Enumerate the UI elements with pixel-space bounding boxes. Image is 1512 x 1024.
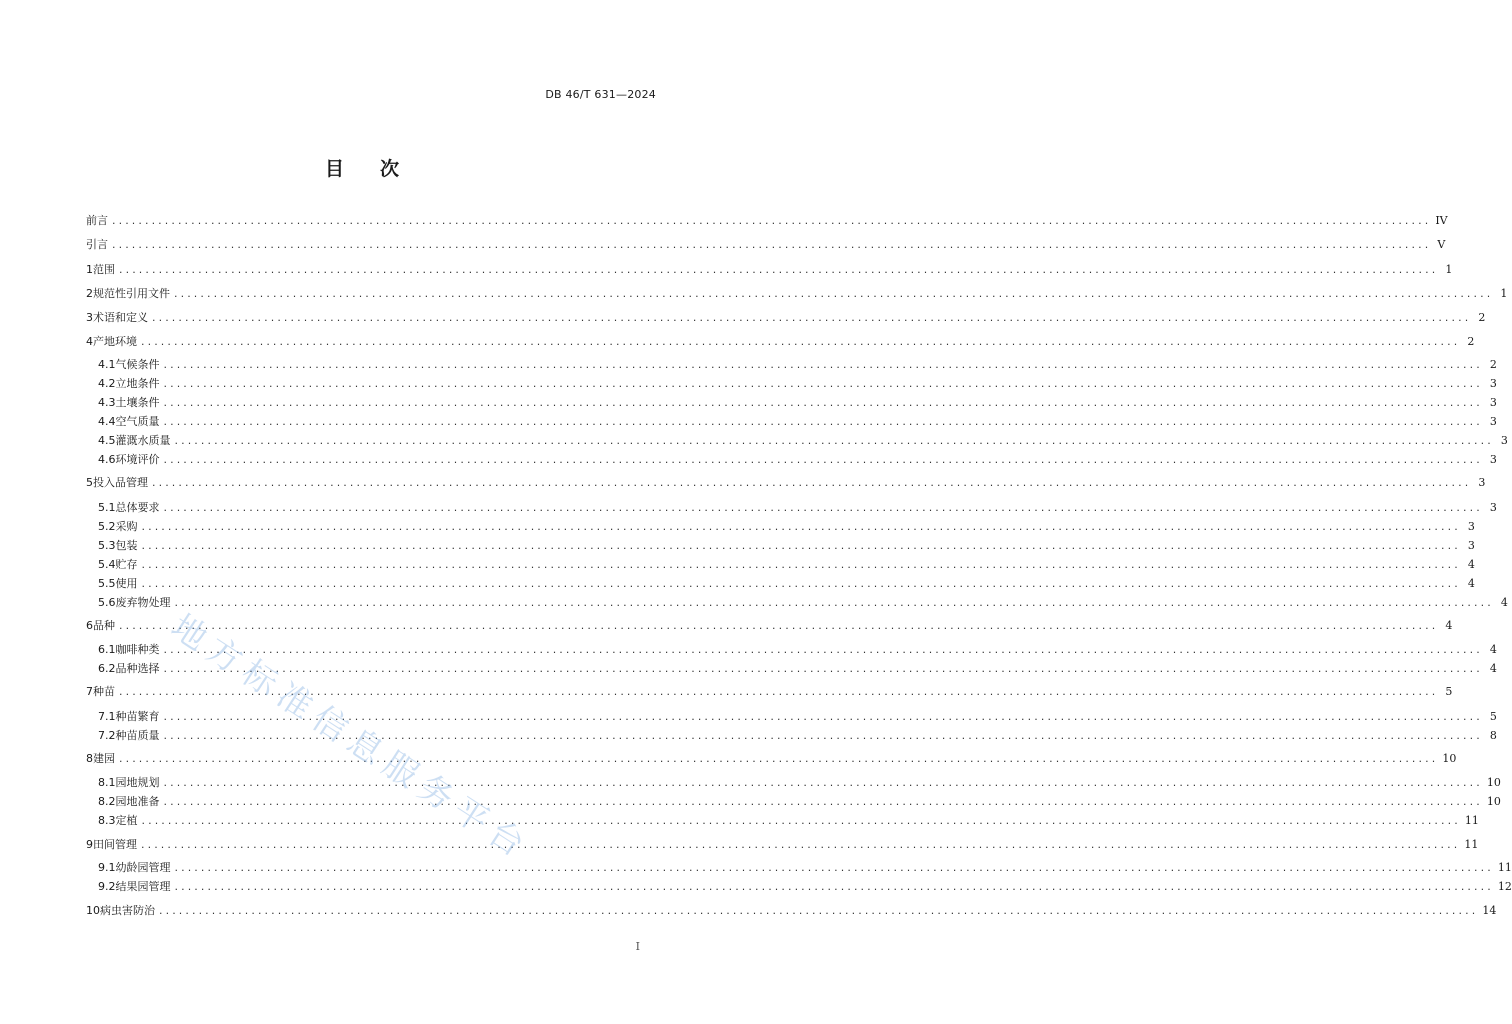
- toc-entry[interactable]: [98, 776, 1501, 790]
- toc-entry-page: 5: [1445, 685, 1453, 698]
- toc-entry[interactable]: [86, 904, 1497, 918]
- toc-leader-dots: ........................................................................................................................................................................................................: [141, 814, 1461, 827]
- toc-leader-dots: ........................................................................................................................................................................................................: [152, 476, 1472, 489]
- toc-entry[interactable]: [86, 619, 1453, 633]
- toc-entry-page: 4: [1489, 662, 1497, 675]
- toc-entry-page: 5: [1489, 710, 1497, 723]
- toc-leader-dots: ........................................................................................................................................................................................................: [174, 287, 1494, 300]
- toc-entry-page: 11: [1464, 814, 1479, 827]
- toc-entry-title: 空气质量: [115, 415, 160, 428]
- toc-entry-number: 6.1: [98, 643, 116, 656]
- toc-entry-number: 1: [86, 263, 93, 276]
- toc-leader-dots: ........................................................................................................................................................................................................: [163, 396, 1483, 409]
- toc-entry-title: 投入品管理: [93, 476, 148, 489]
- toc-entry-title: 田间管理: [93, 838, 137, 851]
- toc-leader-dots: ........................................................................................................................................................................................................: [163, 662, 1483, 675]
- toc-entry-page: 4: [1500, 596, 1508, 609]
- toc-entry-number: 5.3: [98, 539, 116, 552]
- toc-entry[interactable]: [86, 238, 1446, 252]
- toc-entry-number: 8.1: [98, 776, 116, 789]
- toc-leader-dots: ........................................................................................................................................................................................................: [163, 415, 1483, 428]
- toc-entry[interactable]: [86, 752, 1457, 766]
- toc-entry-number: 10: [86, 904, 100, 917]
- toc-leader-dots: ........................................................................................................................................................................................................: [141, 520, 1461, 533]
- toc-entry-title: 采购: [115, 520, 138, 533]
- toc-entry[interactable]: [86, 335, 1475, 349]
- toc-leader-dots: ........................................................................................................................................................................................................: [174, 434, 1494, 447]
- toc-title-right: 次: [380, 158, 400, 180]
- toc-entry[interactable]: [86, 685, 1453, 699]
- toc-entry-page: 3: [1489, 453, 1497, 466]
- toc-entry-number: 2: [86, 287, 93, 300]
- toc-title-left: 目: [324, 158, 344, 180]
- toc-entry-number: 6: [86, 619, 93, 632]
- toc-entry-page: 2: [1478, 311, 1486, 324]
- toc-entry-number: 4.1: [98, 358, 116, 371]
- toc-entry-number: 4.5: [98, 434, 116, 447]
- toc-entry-number: 5: [86, 476, 93, 489]
- toc-entry[interactable]: [98, 520, 1475, 534]
- toc-entry[interactable]: [98, 434, 1508, 448]
- toc-entry-number: 8: [86, 752, 93, 765]
- toc-entry-page: IV: [1435, 214, 1448, 227]
- toc-entry-number: 6.2: [98, 662, 116, 675]
- toc-leader-dots: ........................................................................................................................................................................................................: [163, 795, 1483, 808]
- toc-entry-page: 4: [1445, 619, 1453, 632]
- toc-leader-dots: ........................................................................................................................................................................................................: [119, 685, 1439, 698]
- toc-entry-number: 5.1: [98, 501, 116, 514]
- toc-leader-dots: ........................................................................................................................................................................................................: [174, 861, 1494, 874]
- toc-entry-title: 立地条件: [115, 377, 160, 390]
- toc-entry-number: 4.4: [98, 415, 116, 428]
- toc-entry-page: 10: [1486, 795, 1501, 808]
- toc-entry[interactable]: [98, 396, 1497, 410]
- toc-entry-number: 9: [86, 838, 93, 851]
- toc-leader-dots: ........................................................................................................................................................................................................: [163, 729, 1483, 742]
- toc-entry-number: 8.2: [98, 795, 116, 808]
- toc-entry-page: 2: [1467, 335, 1475, 348]
- toc-entry-page: 3: [1489, 415, 1497, 428]
- toc-entry-number: 7: [86, 685, 93, 698]
- toc-entry-page: 4: [1489, 643, 1497, 656]
- toc-entry-number: 4.3: [98, 396, 116, 409]
- toc-entry-number: 7.2: [98, 729, 116, 742]
- toc-entry-number: 9.1: [98, 861, 116, 874]
- toc-leader-dots: ........................................................................................................................................................................................................: [141, 558, 1461, 571]
- toc-entry-page: 3: [1489, 377, 1497, 390]
- toc-entry-title: 品种选择: [115, 662, 160, 675]
- toc-entry-number: 9.2: [98, 880, 116, 893]
- toc-entry-page: 3: [1467, 539, 1475, 552]
- toc-leader-dots: ........................................................................................................................................................................................................: [141, 577, 1461, 590]
- document-code: DB 46/T 631—2024: [545, 88, 656, 101]
- toc-entry-title: 灌溉水质量: [115, 434, 171, 447]
- toc-entry[interactable]: [98, 377, 1497, 391]
- toc-leader-dots: ........................................................................................................................................................................................................: [174, 880, 1494, 893]
- toc-entry-title: 产地环境: [93, 335, 137, 348]
- toc-entry[interactable]: [86, 311, 1486, 325]
- toc-entry-title: 引言: [86, 238, 108, 251]
- toc-entry-title: 规范性引用文件: [93, 287, 170, 300]
- toc-entry-title: 术语和定义: [93, 311, 148, 324]
- toc-entry-page: 3: [1489, 396, 1497, 409]
- toc-entry-title: 咖啡种类: [115, 643, 160, 656]
- toc-leader-dots: ........................................................................................................................................................................................................: [163, 501, 1483, 514]
- toc-entry-number: 5.2: [98, 520, 116, 533]
- toc-entry-title: 品种: [93, 619, 115, 632]
- toc-leader-dots: ........................................................................................................................................................................................................: [159, 904, 1479, 917]
- toc-leader-dots: ........................................................................................................................................................................................................: [112, 238, 1432, 251]
- toc-entry-page: 11: [1464, 838, 1479, 851]
- toc-entry-number: 4.6: [98, 453, 116, 466]
- toc-entry-title: 建园: [93, 752, 115, 765]
- toc-entry[interactable]: [98, 453, 1497, 467]
- toc-entry-title: 病虫害防治: [100, 904, 155, 917]
- toc-entry-title: 范围: [93, 263, 115, 276]
- toc-leader-dots: ........................................................................................................................................................................................................: [112, 214, 1432, 227]
- toc-entry-number: 4: [86, 335, 93, 348]
- toc-leader-dots: ........................................................................................................................................................................................................: [152, 311, 1472, 324]
- toc-entry[interactable]: [86, 838, 1479, 852]
- toc-entry-number: 3: [86, 311, 93, 324]
- toc-entry-page: V: [1437, 238, 1446, 251]
- toc-entry[interactable]: [98, 729, 1497, 743]
- toc-entry-page: 1: [1445, 263, 1453, 276]
- toc-entry-page: 3: [1500, 434, 1508, 447]
- toc-leader-dots: ........................................................................................................................................................................................................: [163, 643, 1483, 656]
- toc-entry[interactable]: [98, 795, 1501, 809]
- toc-leader-dots: ........................................................................................................................................................................................................: [163, 377, 1483, 390]
- toc-entry-title: 废弃物处理: [115, 596, 171, 609]
- toc-entry-title: 包装: [115, 539, 138, 552]
- toc-entry[interactable]: [86, 287, 1508, 301]
- toc-leader-dots: ........................................................................................................................................................................................................: [163, 710, 1483, 723]
- toc-entry-number: 4.2: [98, 377, 116, 390]
- toc-entry-title: 幼龄园管理: [115, 861, 171, 874]
- toc-entry-title: 种苗质量: [115, 729, 160, 742]
- toc-entry[interactable]: [98, 861, 1512, 875]
- toc-entry-title: 种苗繁育: [115, 710, 160, 723]
- toc-entry-number: 7.1: [98, 710, 116, 723]
- toc-entry[interactable]: [86, 214, 1448, 228]
- toc-entry[interactable]: [98, 643, 1497, 657]
- toc-entry-title: 土壤条件: [115, 396, 160, 409]
- toc-entry-title: 园地规划: [115, 776, 160, 789]
- toc-entry-title: 园地准备: [115, 795, 160, 808]
- toc-leader-dots: ........................................................................................................................................................................................................: [163, 776, 1483, 789]
- toc-entry-title: 前言: [86, 214, 108, 227]
- toc-entry-number: 5.5: [98, 577, 116, 590]
- toc-leader-dots: ........................................................................................................................................................................................................: [163, 358, 1483, 371]
- watermark: 地方标准信息服务平台: [163, 606, 538, 870]
- toc-entry-page: 11: [1497, 861, 1512, 874]
- toc-entry-page: 3: [1478, 476, 1486, 489]
- toc-entry-page: 8: [1489, 729, 1497, 742]
- toc-entry-number: 8.3: [98, 814, 116, 827]
- toc-entry-title: 环境评价: [115, 453, 160, 466]
- toc-entry-title: 结果园管理: [115, 880, 171, 893]
- toc-entry-title: 气候条件: [115, 358, 160, 371]
- toc-entry[interactable]: [98, 501, 1497, 515]
- toc-leader-dots: ........................................................................................................................................................................................................: [141, 838, 1461, 851]
- toc-leader-dots: ........................................................................................................................................................................................................: [163, 453, 1483, 466]
- toc-entry-page: 12: [1497, 880, 1512, 893]
- toc-entry-page: 2: [1489, 358, 1497, 371]
- toc-entry[interactable]: [86, 476, 1486, 490]
- toc-entry-page: 3: [1467, 520, 1475, 533]
- toc-entry-page: 4: [1467, 577, 1475, 590]
- toc-entry[interactable]: [98, 558, 1475, 572]
- toc-entry[interactable]: [98, 415, 1497, 429]
- toc-entry-title: 定植: [115, 814, 138, 827]
- toc-entry[interactable]: [98, 880, 1512, 894]
- toc-entry[interactable]: [86, 263, 1453, 277]
- toc-leader-dots: ........................................................................................................................................................................................................: [141, 335, 1461, 348]
- toc-entry-page: 10: [1442, 752, 1457, 765]
- toc-entry-title: 总体要求: [115, 501, 160, 514]
- toc-leader-dots: ........................................................................................................................................................................................................: [141, 539, 1461, 552]
- toc-entry-page: 3: [1489, 501, 1497, 514]
- page-number: I: [635, 940, 640, 953]
- toc-leader-dots: ........................................................................................................................................................................................................: [174, 596, 1494, 609]
- toc-entry-page: 14: [1482, 904, 1497, 917]
- toc-entry-title: 贮存: [115, 558, 138, 571]
- toc-leader-dots: ........................................................................................................................................................................................................: [119, 263, 1439, 276]
- toc-entry-page: 10: [1486, 776, 1501, 789]
- toc-entry[interactable]: [98, 596, 1508, 610]
- toc-entry[interactable]: [98, 358, 1497, 372]
- toc-entry-page: 1: [1500, 287, 1508, 300]
- toc-entry-number: 5.6: [98, 596, 116, 609]
- toc-leader-dots: ........................................................................................................................................................................................................: [119, 752, 1439, 765]
- toc-entry-number: 5.4: [98, 558, 116, 571]
- toc-entry[interactable]: [98, 710, 1497, 724]
- toc-entry-page: 4: [1467, 558, 1475, 571]
- toc-leader-dots: ........................................................................................................................................................................................................: [119, 619, 1439, 632]
- toc-entry[interactable]: [98, 814, 1479, 828]
- toc-entry[interactable]: [98, 539, 1475, 553]
- toc-entry[interactable]: [98, 577, 1475, 591]
- toc-entry[interactable]: [98, 662, 1497, 676]
- toc-entry-title: 使用: [115, 577, 138, 590]
- toc-entry-title: 种苗: [93, 685, 115, 698]
